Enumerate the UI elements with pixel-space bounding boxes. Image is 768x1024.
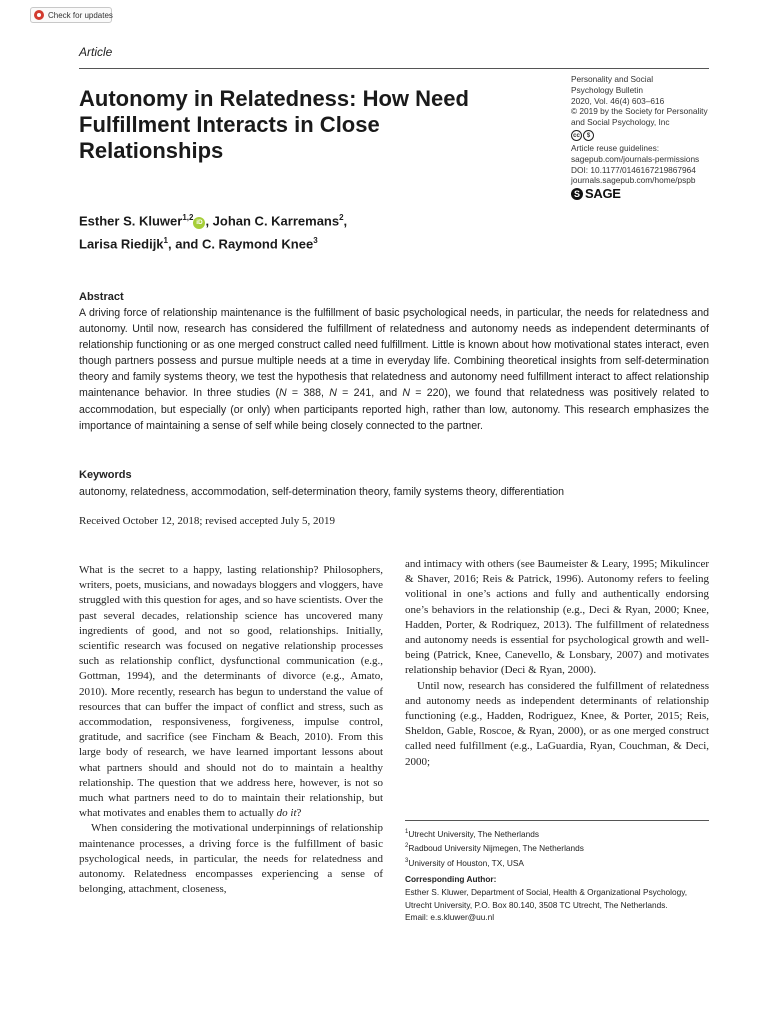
separator: ,: [343, 213, 348, 229]
journal-home-link[interactable]: journals.sagepub.com/home/pspb: [571, 175, 696, 186]
abstract-segment: = 220), we found that relatedness was positively related to accommodation, but especially (or only) when participants reported high, rather than low, autonomy. This research emphasizes the importance of maintaining a sense of self while being closely connected to the partner.: [79, 387, 709, 432]
creative-commons-icon: cc $: [571, 130, 731, 141]
journal-name-line1: Personality and Social: [571, 74, 654, 84]
copyright-line1: © 2019 by the Society for Personality: [571, 106, 708, 117]
reuse-guidelines-label: Article reuse guidelines:: [571, 142, 660, 153]
sage-icon: S: [571, 188, 583, 200]
affiliation-number: 1: [405, 829, 409, 835]
body-paragraph: [79, 563, 383, 821]
author-name[interactable]: , Johan C. Karremans: [205, 213, 340, 229]
publisher-name: SAGE: [585, 185, 621, 201]
doi-link[interactable]: DOI: 10.1177/0146167219867964: [571, 164, 696, 175]
n-symbol: N: [279, 387, 287, 400]
sage-logo: [571, 185, 731, 201]
body-paragraph: Until now, research has considered the fulfillment of relatedness and autonomy needs as independent determinants of relationship functioning (e.g., Hadden, Rodriguez, Knee, & Porter, 2015; Reis, Sheldon, Gable, Roscoe, & Ryan, 2000), or as one merged construct called need fulfillment (e.g., LaGuardia, Ryan, Couchman, & Deci, 2000;: [405, 679, 709, 768]
n-symbol: N: [329, 387, 337, 400]
corresponding-author-address: Esther S. Kluwer, Department of Social, Health & Organizational Psychology, Utrecht University, P.O. Box 80.140, 3508 TC Utrecht, The Netherlands.: [405, 886, 688, 910]
body-column-right: [405, 557, 709, 770]
reuse-guidelines-link[interactable]: sagepub.com/journals-permissions: [571, 153, 700, 164]
author-name[interactable]: Larisa Riedijk: [79, 236, 164, 252]
keywords-heading: Keywords: [79, 469, 132, 481]
author-name[interactable]: , and C. Raymond Knee: [168, 236, 314, 252]
body-text: ?: [296, 807, 302, 820]
affiliation-number: 2: [405, 843, 409, 850]
check-for-updates-label: Check for updates: [48, 10, 113, 20]
affiliations: [405, 826, 715, 869]
crossmark-icon: [34, 10, 44, 20]
footnote-divider: [405, 820, 709, 821]
article-type-label: Article: [79, 45, 113, 59]
body-paragraph: and intimacy with others (see Baumeister & Leary, 1995; Mikulincer & Shaver, 2016; Reis & Patrick, 1996). Autonomy refers to feeling volitional in one’s actions and fully and authentically endorsing one’s behaviors in the relationship (e.g., Deci & Ryan, 2000; Knee, Hadden, Porter, & Rodriquez, 2013). The fulfillment of relatedness and autonomy needs is essential for psychological growth and well-being (Patrick, Knee, Canevello, & Lonsbary, 2007) and motivates relationship behavior (Deci & Ryan, 2000).: [405, 558, 709, 677]
body-column-left: [79, 563, 383, 897]
affiliation-item: [405, 840, 715, 854]
keywords-list: autonomy, relatedness, accommodation, self-determination theory, family systems theory, differentiation: [79, 486, 564, 498]
corresponding-author-email[interactable]: Email: e.s.kluwer@uu.nl: [405, 912, 495, 923]
n-symbol: N: [402, 387, 411, 400]
journal-name-line2: Psychology Bulletin: [571, 84, 643, 95]
affiliation-text: Utrecht University, The Netherlands: [408, 828, 539, 839]
body-paragraph: When considering the motivational underpinnings of relationship maintenance processes, a driving force is the fulfillment of basic psychological needs, in particular, the needs for relatedness and autonomy. Relatedness encompasses experiencing a sense of belonging, attachment, closeness,: [79, 822, 383, 896]
orcid-icon[interactable]: iD: [193, 217, 205, 229]
author-name[interactable]: Esther S. Kluwer: [79, 213, 183, 229]
affiliation-marker: 1,2: [182, 213, 194, 222]
affiliation-marker: 2: [339, 213, 344, 222]
abstract-segment: A driving force of relationship maintenance is the fulfillment of basic psychological needs, in particular, the needs for relatedness and autonomy. Until now, research has considered the fulfillment of relatedness and autonomy needs as independent determinants of relationship functioning or as one merged construct called need fulfillment. Little is known about how motivational states interact, even though partners possess and pursue multiple needs at a time in everyday life. Combining theoretical insights from self-determination theory and family systems theory, we test the hypothesis that relatedness and autonomy need fulfillment interact to affect relationship maintenance behavior. In three studies (: [79, 307, 709, 400]
journal-metadata: [571, 74, 731, 200]
affiliation-text: Radboud University Nijmegen, The Netherlands: [408, 843, 584, 854]
header-divider: [79, 68, 709, 69]
abstract-heading: Abstract: [79, 291, 124, 303]
affiliation-marker: 3: [313, 236, 318, 246]
journal-volume: 2020, Vol. 46(4) 603–616: [571, 95, 665, 106]
author-list: [79, 208, 479, 255]
body-emphasis: do it: [276, 807, 297, 820]
corresponding-author-heading: Corresponding Author:: [405, 874, 497, 884]
received-dates: Received October 12, 2018; revised accepted July 5, 2019: [79, 515, 335, 527]
abstract-segment: = 241, and: [336, 387, 403, 400]
corresponding-author: [405, 873, 715, 924]
affiliation-number: 3: [405, 857, 409, 864]
affiliation-item: [405, 826, 715, 840]
affiliation-text: University of Houston, TX, USA: [408, 857, 524, 868]
abstract-text: [79, 305, 709, 434]
paper-title: Autonomy in Relatedness: How Need Fulfillment Interacts in Close Relationships: [79, 86, 469, 163]
affiliation-marker: 1: [163, 236, 168, 246]
abstract-segment: = 388,: [286, 387, 330, 400]
check-for-updates-button[interactable]: [30, 7, 112, 23]
copyright-line2: and Social Psychology, Inc: [571, 117, 670, 128]
body-text: What is the secret to a happy, lasting relationship? Philosophers, writers, poets, musicians, and nowadays bloggers and vloggers, have struggled with this question for ages, and so have scientists. Over the past several decades, relationship science has uncovered many ingredients of good, and not so good, relationships. Initially, scientific research was focused on negative relationship processes such as relationship conflict, dysfunctional communication (e.g., Gottman, 1994), and the determinants of divorce (e.g., Amato, 2010). More recently, research has begun to understand the value of resources that can buffer the impact of conflict and stress, such as accommodation, responsiveness, forgiveness, impulse control, gratitude, and sacrifice (see Fincham & Beach, 2010). From this large body of research, we have learned important lessons about what partners should and should not do to maintain a healthy relationship. The question that we address here, however, is not so much what partners need to do to maintain their relationship, but what motivates and enables them to actually: [79, 564, 383, 820]
affiliation-item: [405, 855, 715, 869]
